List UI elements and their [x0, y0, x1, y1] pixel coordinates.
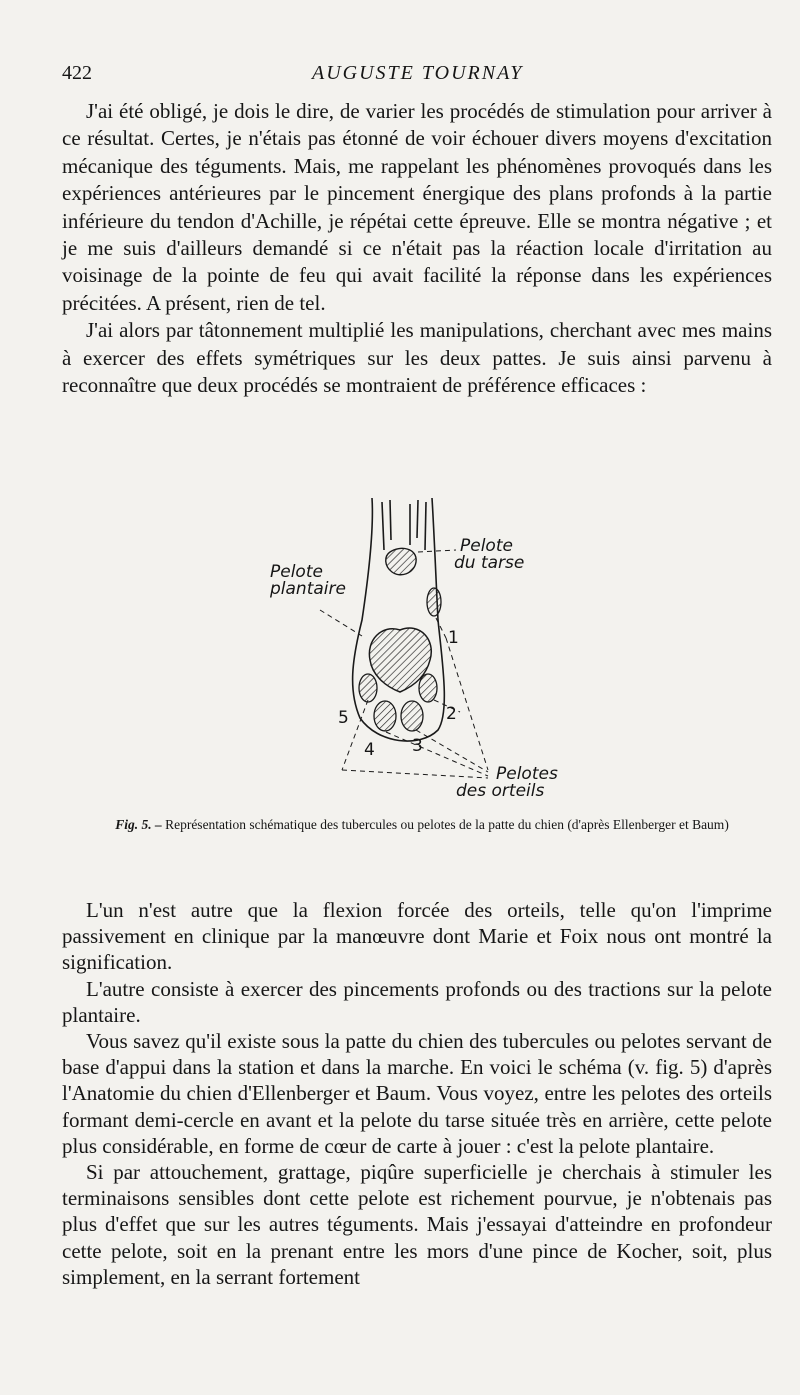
digit-number-5: 5 — [338, 708, 349, 728]
page-header — [62, 62, 762, 92]
label-line: du tarse — [454, 553, 525, 573]
running-head: AUGUSTE TOURNAY — [312, 62, 524, 84]
text-block-bottom — [62, 897, 772, 1290]
paragraph: Vous savez qu'il existe sous la patte du chien des tubercules ou pelotes servant de base d'appui dans la station et dans la marche. En voici le schéma (v. fig. 5) d'après l'Anatomie du chien d'Ellenberger et Baum. Vous voyez, entre les pelotes des orteils formant demi-cercle en avant et la pelote du tarse située très en arrière, cette pelote plus considérable, en forme de cœur de carte à jouer : c'est la pelote plantaire. — [62, 1029, 772, 1158]
figure-caption — [62, 815, 782, 834]
label-pelote-plantaire — [270, 564, 346, 598]
paragraph: J'ai alors par tâtonnement multiplié les manipulations, cherchant avec mes mains à exercer des effets symétriques sur les deux pattes. Je suis ainsi parvenu à reconnaître que deux procédés se montraient de préférence efficaces : — [62, 318, 772, 398]
label-line: Pelote — [270, 562, 323, 582]
label-line: des orteils — [456, 781, 545, 801]
figure-dog-paw — [250, 490, 580, 810]
caption-text: Représentation schématique des tubercules ou pelotes de la patte du chien (d'après Ellenberger et Baum) — [165, 817, 729, 832]
paragraph: L'autre consiste à exercer des pincements profonds ou des tractions sur la pelote plantaire. — [62, 976, 772, 1027]
tarsal-pad — [386, 548, 416, 574]
label-pelotes-orteils — [456, 764, 558, 801]
digit-number-3: 3 — [412, 736, 423, 756]
paragraph: L'un n'est autre que la flexion forcée des orteils, telle qu'on l'imprime passivement en clinique par la manœuvre dont Marie et Foix nous ont montré la signification. — [62, 898, 772, 975]
toe-pad-2 — [419, 674, 437, 702]
paragraph: J'ai été obligé, je dois le dire, de varier les procédés de stimulation pour arriver à ce résultat. Certes, je n'étais pas étonné de voir échouer divers moyens d'excitation mécanique des téguments. Mais, me rappelant les phénomènes provoqués dans les expériences antérieures par le pincement énergique des plans profonds à la partie inférieure du tendon d'Achille, je répétai cette épreuve. Elle se montra négative ; et je me suis d'ailleurs demandé si ce n'était pas la réaction locale d'irritation au voisinage de la pointe de feu qui avait facilité la réponse dans les expériences précitées. A présent, rien de tel. — [62, 99, 772, 315]
paw-diagram — [250, 490, 580, 810]
toe-pad-5 — [359, 674, 377, 702]
digit-number-1: 1 — [448, 628, 459, 648]
page-number: 422 — [62, 62, 92, 84]
toe-pad-3 — [401, 701, 423, 731]
toe-pad-4 — [374, 701, 396, 731]
digit-number-4: 4 — [364, 740, 375, 760]
label-pelote-tarse — [454, 536, 525, 573]
label-line: Pelote — [460, 536, 513, 556]
label-line: Pelotes — [496, 764, 558, 784]
dewclaw-pad — [427, 588, 441, 616]
paragraph: Si par attouchement, grattage, piqûre superficielle je cherchais à stimuler les terminaisons sensibles dont cette pelote est richement pourvue, je n'obtenais pas plus d'effet que sur les autres téguments. Mais j'essayai d'atteindre en profondeur cette pelote, soit en la prenant entre les mors d'une pince de Kocher, soit, plus simplement, en la serrant fortement — [62, 1160, 772, 1289]
text-block-top — [62, 98, 772, 399]
digit-number-2: 2 — [446, 704, 457, 724]
caption-prefix: Fig. 5. – — [115, 817, 162, 832]
label-line: plantaire — [270, 579, 346, 599]
